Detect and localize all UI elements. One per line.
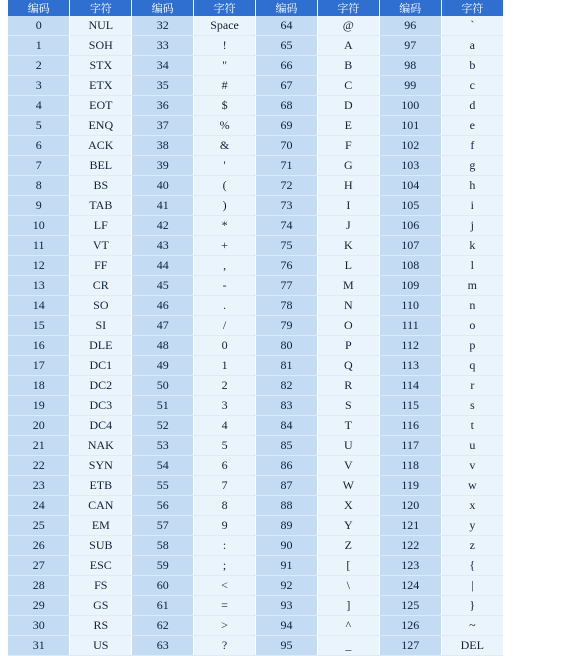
code-cell: 69 [256,116,318,136]
code-cell: 57 [132,516,194,536]
table-row [8,536,503,556]
char-cell: : [194,536,256,556]
code-cell: 17 [8,356,70,376]
char-cell: ESC [70,556,132,576]
code-cell: 122 [379,536,441,556]
char-cell: ) [194,196,256,216]
char-cell: l [441,256,503,276]
code-cell: 4 [8,96,70,116]
code-cell: 77 [256,276,318,296]
char-cell: CAN [70,496,132,516]
table-row [8,176,503,196]
column-header-code: 编码 [132,0,194,16]
code-cell: 42 [132,216,194,236]
table-row [8,16,503,36]
char-cell: [ [317,556,379,576]
code-cell: 102 [379,136,441,156]
code-cell: 21 [8,436,70,456]
table-row [8,336,503,356]
code-cell: 50 [132,376,194,396]
code-cell: 8 [8,176,70,196]
code-cell: 123 [379,556,441,576]
code-cell: 78 [256,296,318,316]
code-cell: 70 [256,136,318,156]
char-cell: A [317,36,379,56]
char-cell: Z [317,536,379,556]
char-cell: = [194,596,256,616]
code-cell: 80 [256,336,318,356]
char-cell: v [441,456,503,476]
code-cell: 121 [379,516,441,536]
column-header-char: 字符 [194,0,256,16]
code-cell: 3 [8,76,70,96]
char-cell: GS [70,596,132,616]
code-cell: 53 [132,436,194,456]
char-cell: Q [317,356,379,376]
table-row [8,76,503,96]
char-cell: \ [317,576,379,596]
char-cell: j [441,216,503,236]
code-cell: 38 [132,136,194,156]
code-cell: 64 [256,16,318,36]
code-cell: 93 [256,596,318,616]
char-cell: @ [317,16,379,36]
code-cell: 44 [132,256,194,276]
code-cell: 25 [8,516,70,536]
char-cell: x [441,496,503,516]
code-cell: 55 [132,476,194,496]
code-cell: 62 [132,616,194,636]
char-cell: z [441,536,503,556]
char-cell: S [317,396,379,416]
code-cell: 56 [132,496,194,516]
code-cell: 23 [8,476,70,496]
char-cell: 4 [194,416,256,436]
char-cell: V [317,456,379,476]
char-cell: LF [70,216,132,236]
char-cell: s [441,396,503,416]
table-row [8,156,503,176]
code-cell: 111 [379,316,441,336]
code-cell: 83 [256,396,318,416]
char-cell: a [441,36,503,56]
code-cell: 45 [132,276,194,296]
code-cell: 14 [8,296,70,316]
column-header-code: 编码 [256,0,318,16]
char-cell: ' [194,156,256,176]
code-cell: 36 [132,96,194,116]
code-cell: 119 [379,476,441,496]
char-cell: 1 [194,356,256,376]
table-row [8,256,503,276]
code-cell: 104 [379,176,441,196]
code-cell: 120 [379,496,441,516]
column-header-char: 字符 [441,0,503,16]
char-cell: T [317,416,379,436]
code-cell: 118 [379,456,441,476]
table-row [8,456,503,476]
code-cell: 113 [379,356,441,376]
code-cell: 107 [379,236,441,256]
char-cell: X [317,496,379,516]
code-cell: 79 [256,316,318,336]
code-cell: 66 [256,56,318,76]
char-cell: 5 [194,436,256,456]
code-cell: 109 [379,276,441,296]
table-row [8,136,503,156]
code-cell: 74 [256,216,318,236]
code-cell: 92 [256,576,318,596]
char-cell: b [441,56,503,76]
table-row [8,576,503,596]
code-cell: 40 [132,176,194,196]
char-cell: DC3 [70,396,132,416]
code-cell: 48 [132,336,194,356]
char-cell: EOT [70,96,132,116]
code-cell: 6 [8,136,70,156]
table-row [8,616,503,636]
char-cell: W [317,476,379,496]
code-cell: 100 [379,96,441,116]
char-cell: NAK [70,436,132,456]
code-cell: 124 [379,576,441,596]
char-cell: D [317,96,379,116]
char-cell: L [317,256,379,276]
char-cell: , [194,256,256,276]
char-cell: i [441,196,503,216]
char-cell: } [441,596,503,616]
table-row [8,516,503,536]
code-cell: 76 [256,256,318,276]
char-cell: - [194,276,256,296]
code-cell: 16 [8,336,70,356]
code-cell: 68 [256,96,318,116]
column-header-char: 字符 [70,0,132,16]
code-cell: 108 [379,256,441,276]
char-cell: n [441,296,503,316]
code-cell: 13 [8,276,70,296]
char-cell: q [441,356,503,376]
table-row [8,96,503,116]
code-cell: 29 [8,596,70,616]
char-cell: h [441,176,503,196]
code-cell: 19 [8,396,70,416]
char-cell: < [194,576,256,596]
char-cell: C [317,76,379,96]
code-cell: 7 [8,156,70,176]
column-header-char: 字符 [317,0,379,16]
char-cell: BEL [70,156,132,176]
code-cell: 88 [256,496,318,516]
table-row [8,556,503,576]
table-row [8,316,503,336]
char-cell: > [194,616,256,636]
code-cell: 51 [132,396,194,416]
char-cell: + [194,236,256,256]
code-cell: 49 [132,356,194,376]
code-cell: 125 [379,596,441,616]
char-cell: P [317,336,379,356]
table-row [8,356,503,376]
code-cell: 89 [256,516,318,536]
code-cell: 105 [379,196,441,216]
code-cell: 61 [132,596,194,616]
char-cell: / [194,316,256,336]
char-cell: p [441,336,503,356]
code-cell: 94 [256,616,318,636]
table-row [8,636,503,656]
char-cell: w [441,476,503,496]
char-cell: ( [194,176,256,196]
code-cell: 112 [379,336,441,356]
code-cell: 33 [132,36,194,56]
char-cell: ^ [317,616,379,636]
code-cell: 103 [379,156,441,176]
char-cell: | [441,576,503,596]
code-cell: 98 [379,56,441,76]
ascii-code-table [8,0,503,656]
char-cell: " [194,56,256,76]
table-row [8,296,503,316]
char-cell: % [194,116,256,136]
char-cell: e [441,116,503,136]
code-cell: 59 [132,556,194,576]
char-cell: { [441,556,503,576]
char-cell: m [441,276,503,296]
code-cell: 1 [8,36,70,56]
code-cell: 46 [132,296,194,316]
table-row [8,56,503,76]
code-cell: 72 [256,176,318,196]
char-cell: J [317,216,379,236]
code-cell: 75 [256,236,318,256]
code-cell: 82 [256,376,318,396]
table-row [8,476,503,496]
char-cell: SO [70,296,132,316]
code-cell: 63 [132,636,194,656]
char-cell: VT [70,236,132,256]
char-cell: Space [194,16,256,36]
code-cell: 39 [132,156,194,176]
code-cell: 117 [379,436,441,456]
code-cell: 37 [132,116,194,136]
table-row [8,396,503,416]
table-row [8,596,503,616]
table-row [8,36,503,56]
char-cell: DC1 [70,356,132,376]
char-cell: _ [317,636,379,656]
char-cell: 9 [194,516,256,536]
char-cell: FF [70,256,132,276]
code-cell: 106 [379,216,441,236]
code-cell: 65 [256,36,318,56]
code-cell: 10 [8,216,70,236]
char-cell: 0 [194,336,256,356]
code-cell: 99 [379,76,441,96]
char-cell: DEL [441,636,503,656]
table-row [8,236,503,256]
code-cell: 0 [8,16,70,36]
char-cell: TAB [70,196,132,216]
char-cell: ] [317,596,379,616]
char-cell: Y [317,516,379,536]
char-cell: H [317,176,379,196]
code-cell: 73 [256,196,318,216]
column-header-code: 编码 [379,0,441,16]
code-cell: 43 [132,236,194,256]
char-cell: SYN [70,456,132,476]
char-cell: R [317,376,379,396]
code-cell: 58 [132,536,194,556]
char-cell: ; [194,556,256,576]
char-cell: I [317,196,379,216]
code-cell: 90 [256,536,318,556]
code-cell: 11 [8,236,70,256]
code-cell: 31 [8,636,70,656]
char-cell: y [441,516,503,536]
code-cell: 18 [8,376,70,396]
code-cell: 15 [8,316,70,336]
char-cell: 3 [194,396,256,416]
char-cell: F [317,136,379,156]
char-cell: ENQ [70,116,132,136]
char-cell: t [441,416,503,436]
table-row [8,376,503,396]
char-cell: r [441,376,503,396]
char-cell: o [441,316,503,336]
char-cell: FS [70,576,132,596]
table-row [8,216,503,236]
char-cell: ETX [70,76,132,96]
char-cell: ETB [70,476,132,496]
header-row [8,0,503,16]
code-cell: 2 [8,56,70,76]
char-cell: G [317,156,379,176]
table-row [8,496,503,516]
code-cell: 101 [379,116,441,136]
code-cell: 34 [132,56,194,76]
code-cell: 20 [8,416,70,436]
char-cell: ? [194,636,256,656]
code-cell: 47 [132,316,194,336]
char-cell: ` [441,16,503,36]
code-cell: 86 [256,456,318,476]
table-row [8,416,503,436]
code-cell: 26 [8,536,70,556]
char-cell: # [194,76,256,96]
table-body [8,16,503,656]
code-cell: 127 [379,636,441,656]
char-cell: STX [70,56,132,76]
char-cell: ! [194,36,256,56]
table-row [8,436,503,456]
code-cell: 35 [132,76,194,96]
char-cell: k [441,236,503,256]
code-cell: 85 [256,436,318,456]
table-row [8,196,503,216]
char-cell: CR [70,276,132,296]
code-cell: 30 [8,616,70,636]
code-cell: 84 [256,416,318,436]
char-cell: DC2 [70,376,132,396]
char-cell: DC4 [70,416,132,436]
char-cell: SI [70,316,132,336]
char-cell: 6 [194,456,256,476]
char-cell: NUL [70,16,132,36]
code-cell: 91 [256,556,318,576]
code-cell: 110 [379,296,441,316]
char-cell: RS [70,616,132,636]
code-cell: 41 [132,196,194,216]
code-cell: 81 [256,356,318,376]
code-cell: 32 [132,16,194,36]
code-cell: 97 [379,36,441,56]
char-cell: SOH [70,36,132,56]
char-cell: f [441,136,503,156]
char-cell: 2 [194,376,256,396]
code-cell: 67 [256,76,318,96]
char-cell: d [441,96,503,116]
code-cell: 71 [256,156,318,176]
code-cell: 9 [8,196,70,216]
char-cell: DLE [70,336,132,356]
code-cell: 52 [132,416,194,436]
char-cell: $ [194,96,256,116]
table-row [8,276,503,296]
char-cell: c [441,76,503,96]
char-cell: N [317,296,379,316]
char-cell: ACK [70,136,132,156]
char-cell: B [317,56,379,76]
char-cell: ~ [441,616,503,636]
char-cell: K [317,236,379,256]
code-cell: 22 [8,456,70,476]
code-cell: 27 [8,556,70,576]
char-cell: M [317,276,379,296]
code-cell: 12 [8,256,70,276]
column-header-code: 编码 [8,0,70,16]
code-cell: 116 [379,416,441,436]
code-cell: 87 [256,476,318,496]
char-cell: 7 [194,476,256,496]
char-cell: g [441,156,503,176]
code-cell: 54 [132,456,194,476]
char-cell: 8 [194,496,256,516]
char-cell: BS [70,176,132,196]
code-cell: 24 [8,496,70,516]
char-cell: EM [70,516,132,536]
code-cell: 28 [8,576,70,596]
char-cell: u [441,436,503,456]
char-cell: & [194,136,256,156]
char-cell: E [317,116,379,136]
char-cell: US [70,636,132,656]
code-cell: 126 [379,616,441,636]
code-cell: 95 [256,636,318,656]
char-cell: . [194,296,256,316]
code-cell: 115 [379,396,441,416]
table-row [8,116,503,136]
code-cell: 5 [8,116,70,136]
char-cell: * [194,216,256,236]
char-cell: O [317,316,379,336]
code-cell: 60 [132,576,194,596]
char-cell: U [317,436,379,456]
code-cell: 114 [379,376,441,396]
char-cell: SUB [70,536,132,556]
code-cell: 96 [379,16,441,36]
